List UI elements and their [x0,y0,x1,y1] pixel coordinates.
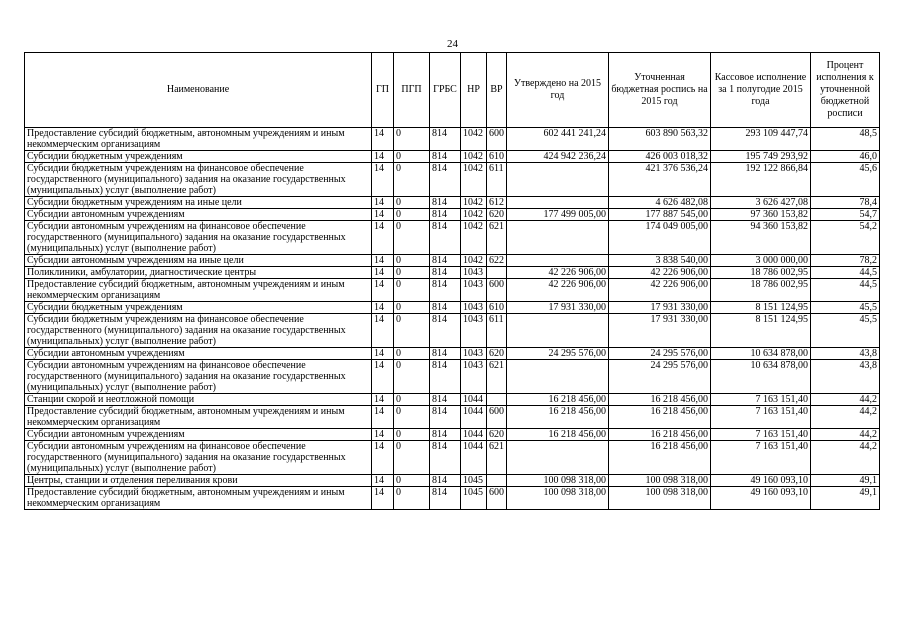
cell-pgp: 0 [394,128,430,151]
cell-cash: 10 634 878,00 [711,348,811,360]
cell-name: Субсидии бюджетным учреждениям на иные цели [25,197,372,209]
cell-approved [507,197,609,209]
cell-approved: 100 098 318,00 [507,475,609,487]
cell-refined: 100 098 318,00 [609,475,711,487]
cell-approved: 424 942 236,24 [507,151,609,163]
cell-approved: 602 441 241,24 [507,128,609,151]
cell-percent: 45,6 [811,163,880,197]
cell-refined: 421 376 536,24 [609,163,711,197]
cell-gp: 14 [372,360,394,394]
cell-cash: 49 160 093,10 [711,475,811,487]
table-row [25,128,880,151]
cell-approved [507,314,609,348]
cell-gp: 14 [372,348,394,360]
cell-name: Субсидии бюджетным учреждениям [25,151,372,163]
cell-approved: 24 295 576,00 [507,348,609,360]
cell-pgp: 0 [394,163,430,197]
cell-percent: 49,1 [811,475,880,487]
cell-vr: 610 [487,151,507,163]
cell-name: Предоставление субсидий бюджетным, автономным учреждениям и иным некоммерческим организациям [25,279,372,302]
cell-vr: 611 [487,163,507,197]
cell-grbs: 814 [430,302,461,314]
table-row [25,406,880,429]
table-row [25,302,880,314]
cell-percent: 48,5 [811,128,880,151]
cell-vr: 600 [487,406,507,429]
cell-vr: 621 [487,221,507,255]
header-np: НР [461,53,487,128]
table-body [25,128,880,510]
cell-name: Субсидии автономным учреждениям [25,429,372,441]
cell-vr: 610 [487,302,507,314]
cell-grbs: 814 [430,360,461,394]
cell-vr: 620 [487,429,507,441]
cell-gp: 14 [372,151,394,163]
cell-refined: 174 049 005,00 [609,221,711,255]
header-name: Наименование [25,53,372,128]
cell-gp: 14 [372,487,394,510]
cell-pgp: 0 [394,302,430,314]
cell-name: Предоставление субсидий бюджетным, автономным учреждениям и иным некоммерческим организациям [25,487,372,510]
cell-np: 1043 [461,302,487,314]
cell-np: 1044 [461,394,487,406]
cell-approved: 16 218 456,00 [507,406,609,429]
cell-np: 1042 [461,197,487,209]
cell-cash: 18 786 002,95 [711,267,811,279]
cell-vr: 600 [487,279,507,302]
table-row [25,429,880,441]
cell-refined: 17 931 330,00 [609,314,711,348]
cell-percent: 44,5 [811,267,880,279]
table-row [25,348,880,360]
table-row [25,267,880,279]
cell-cash: 8 151 124,95 [711,302,811,314]
cell-pgp: 0 [394,221,430,255]
cell-np: 1043 [461,314,487,348]
cell-np: 1043 [461,279,487,302]
cell-refined: 426 003 018,32 [609,151,711,163]
table-row [25,151,880,163]
cell-percent: 44,2 [811,394,880,406]
cell-refined: 603 890 563,32 [609,128,711,151]
cell-refined: 100 098 318,00 [609,487,711,510]
cell-np: 1043 [461,348,487,360]
cell-gp: 14 [372,429,394,441]
cell-name: Поликлиники, амбулатории, диагностические центры [25,267,372,279]
cell-approved: 100 098 318,00 [507,487,609,510]
cell-refined: 24 295 576,00 [609,360,711,394]
cell-cash: 293 109 447,74 [711,128,811,151]
cell-cash: 10 634 878,00 [711,360,811,394]
cell-pgp: 0 [394,267,430,279]
cell-cash: 7 163 151,40 [711,394,811,406]
cell-np: 1042 [461,255,487,267]
cell-refined: 16 218 456,00 [609,441,711,475]
cell-grbs: 814 [430,348,461,360]
cell-name: Предоставление субсидий бюджетным, автономным учреждениям и иным некоммерческим организациям [25,128,372,151]
cell-approved: 42 226 906,00 [507,267,609,279]
cell-grbs: 814 [430,255,461,267]
cell-approved: 177 499 005,00 [507,209,609,221]
cell-grbs: 814 [430,406,461,429]
cell-grbs: 814 [430,221,461,255]
cell-name: Субсидии бюджетным учреждениям на финансовое обеспечение государственного (муниципального) задания на оказание государственных (муниципальных) услуг (выполнение работ) [25,163,372,197]
cell-approved [507,360,609,394]
cell-np: 1042 [461,163,487,197]
cell-cash: 195 749 293,92 [711,151,811,163]
cell-grbs: 814 [430,394,461,406]
cell-vr: 621 [487,441,507,475]
table-row [25,360,880,394]
cell-name: Субсидии автономным учреждениям на иные цели [25,255,372,267]
cell-cash: 3 626 427,08 [711,197,811,209]
cell-cash: 7 163 151,40 [711,429,811,441]
cell-pgp: 0 [394,429,430,441]
cell-name: Субсидии автономным учреждениям на финансовое обеспечение государственного (муниципального) задания на оказание государственных (муниципальных) услуг (выполнение работ) [25,360,372,394]
table-row [25,163,880,197]
cell-pgp: 0 [394,487,430,510]
cell-gp: 14 [372,394,394,406]
cell-percent: 44,2 [811,429,880,441]
cell-percent: 46,0 [811,151,880,163]
cell-pgp: 0 [394,394,430,406]
cell-vr: 612 [487,197,507,209]
cell-refined: 16 218 456,00 [609,429,711,441]
cell-vr: 600 [487,487,507,510]
cell-cash: 8 151 124,95 [711,314,811,348]
cell-vr [487,267,507,279]
cell-grbs: 814 [430,197,461,209]
cell-pgp: 0 [394,360,430,394]
cell-grbs: 814 [430,151,461,163]
cell-gp: 14 [372,197,394,209]
table-row [25,487,880,510]
cell-pgp: 0 [394,151,430,163]
cell-grbs: 814 [430,267,461,279]
cell-refined: 16 218 456,00 [609,406,711,429]
table-row [25,209,880,221]
header-grbs: ГРБС [430,53,461,128]
cell-pgp: 0 [394,197,430,209]
budget-execution-table [24,52,880,510]
cell-pgp: 0 [394,406,430,429]
cell-percent: 45,5 [811,314,880,348]
cell-approved [507,163,609,197]
cell-vr: 622 [487,255,507,267]
cell-gp: 14 [372,209,394,221]
cell-cash: 192 122 866,84 [711,163,811,197]
cell-name: Субсидии бюджетным учреждениям на финансовое обеспечение государственного (муниципального) задания на оказание государственных (муниципальных) услуг (выполнение работ) [25,314,372,348]
cell-pgp: 0 [394,348,430,360]
cell-name: Субсидии автономным учреждениям [25,348,372,360]
cell-np: 1042 [461,221,487,255]
cell-grbs: 814 [430,441,461,475]
cell-refined: 17 931 330,00 [609,302,711,314]
cell-np: 1044 [461,429,487,441]
cell-percent: 43,8 [811,348,880,360]
cell-approved [507,221,609,255]
table-row [25,441,880,475]
cell-gp: 14 [372,267,394,279]
cell-name: Субсидии автономным учреждениям [25,209,372,221]
cell-pgp: 0 [394,441,430,475]
cell-refined: 177 887 545,00 [609,209,711,221]
cell-grbs: 814 [430,314,461,348]
header-gp: ГП [372,53,394,128]
cell-percent: 78,2 [811,255,880,267]
cell-gp: 14 [372,314,394,348]
cell-cash: 3 000 000,00 [711,255,811,267]
cell-refined: 42 226 906,00 [609,279,711,302]
cell-name: Станции скорой и неотложной помощи [25,394,372,406]
cell-percent: 45,5 [811,302,880,314]
cell-gp: 14 [372,128,394,151]
header-vr: ВР [487,53,507,128]
cell-np: 1044 [461,406,487,429]
cell-approved: 16 218 456,00 [507,429,609,441]
cell-approved: 16 218 456,00 [507,394,609,406]
cell-grbs: 814 [430,128,461,151]
cell-cash: 94 360 153,82 [711,221,811,255]
cell-grbs: 814 [430,209,461,221]
cell-approved [507,441,609,475]
cell-percent: 43,8 [811,360,880,394]
cell-name: Субсидии бюджетным учреждениям [25,302,372,314]
cell-np: 1042 [461,209,487,221]
cell-gp: 14 [372,441,394,475]
cell-name: Субсидии автономным учреждениям на финансовое обеспечение государственного (муниципального) задания на оказание государственных (муниципальных) услуг (выполнение работ) [25,221,372,255]
cell-name: Предоставление субсидий бюджетным, автономным учреждениям и иным некоммерческим организациям [25,406,372,429]
cell-np: 1044 [461,441,487,475]
cell-pgp: 0 [394,255,430,267]
cell-cash: 49 160 093,10 [711,487,811,510]
cell-refined: 3 838 540,00 [609,255,711,267]
cell-np: 1045 [461,475,487,487]
table-header-row [25,53,880,128]
cell-np: 1043 [461,267,487,279]
table-row [25,394,880,406]
table-row [25,279,880,302]
cell-vr: 621 [487,360,507,394]
cell-refined: 16 218 456,00 [609,394,711,406]
cell-grbs: 814 [430,279,461,302]
cell-cash: 7 163 151,40 [711,441,811,475]
header-approved: Утверждено на 2015 год [507,53,609,128]
cell-refined: 4 626 482,08 [609,197,711,209]
cell-gp: 14 [372,163,394,197]
header-percent: Процент исполнения к уточненной бюджетной росписи [811,53,880,128]
cell-percent: 44,5 [811,279,880,302]
table-row [25,475,880,487]
cell-np: 1043 [461,360,487,394]
header-cash: Кассовое исполнение за 1 полугодие 2015 года [711,53,811,128]
cell-refined: 24 295 576,00 [609,348,711,360]
cell-grbs: 814 [430,429,461,441]
cell-cash: 18 786 002,95 [711,279,811,302]
cell-pgp: 0 [394,209,430,221]
cell-np: 1042 [461,128,487,151]
cell-vr: 620 [487,348,507,360]
cell-approved: 17 931 330,00 [507,302,609,314]
cell-grbs: 814 [430,475,461,487]
cell-pgp: 0 [394,475,430,487]
cell-pgp: 0 [394,279,430,302]
cell-gp: 14 [372,475,394,487]
cell-vr: 600 [487,128,507,151]
cell-percent: 54,2 [811,221,880,255]
cell-percent: 44,2 [811,441,880,475]
cell-grbs: 814 [430,487,461,510]
table-row [25,255,880,267]
cell-gp: 14 [372,221,394,255]
cell-np: 1042 [461,151,487,163]
cell-vr: 620 [487,209,507,221]
cell-percent: 54,7 [811,209,880,221]
cell-percent: 49,1 [811,487,880,510]
cell-gp: 14 [372,255,394,267]
cell-pgp: 0 [394,314,430,348]
cell-gp: 14 [372,279,394,302]
cell-approved [507,255,609,267]
table-row [25,197,880,209]
cell-percent: 78,4 [811,197,880,209]
cell-grbs: 814 [430,163,461,197]
header-refined: Уточненная бюджетная роспись на 2015 год [609,53,711,128]
cell-vr [487,394,507,406]
cell-refined: 42 226 906,00 [609,267,711,279]
cell-cash: 7 163 151,40 [711,406,811,429]
page-number: 24 [447,38,458,50]
cell-gp: 14 [372,302,394,314]
cell-name: Субсидии автономным учреждениям на финансовое обеспечение государственного (муниципального) задания на оказание государственных (муниципальных) услуг (выполнение работ) [25,441,372,475]
cell-gp: 14 [372,406,394,429]
cell-np: 1045 [461,487,487,510]
cell-vr: 611 [487,314,507,348]
table-row [25,221,880,255]
cell-vr [487,475,507,487]
cell-approved: 42 226 906,00 [507,279,609,302]
cell-percent: 44,2 [811,406,880,429]
table-row [25,314,880,348]
header-pgp: ПГП [394,53,430,128]
cell-name: Центры, станции и отделения переливания крови [25,475,372,487]
cell-cash: 97 360 153,82 [711,209,811,221]
